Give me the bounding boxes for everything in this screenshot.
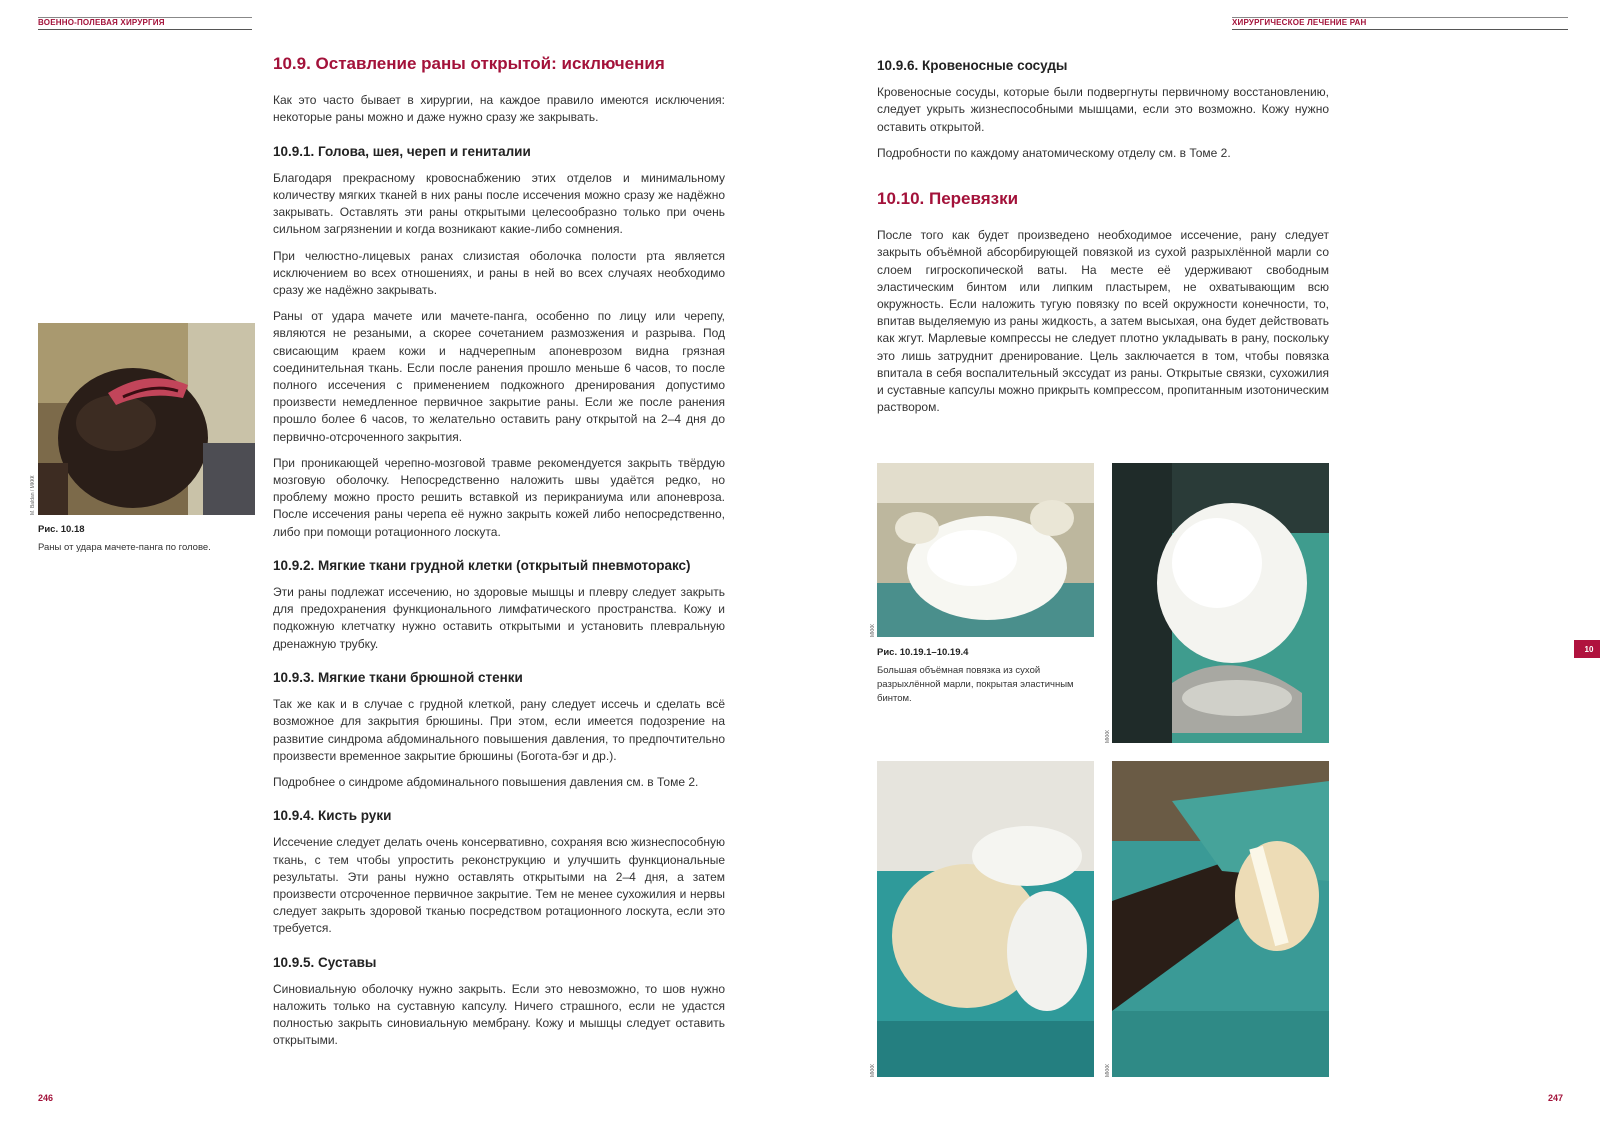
- paragraph: При челюстно-лицевых ранах слизистая оболочка полости рта является исключением во всех отношениях, и раны в ней во всех случаях необходимо сразу же надёжно закрывать.: [273, 248, 725, 298]
- chapter-tab: 10: [1574, 640, 1600, 658]
- paragraph: Синовиальную оболочку нужно закрыть. Если это невозможно, то шов нужно наложить только на суставную капсулу. Ничего страшного, если не удастся полностью закрыть синовиальную мембрану. Кожу и мышцы следует оставить открытыми.: [273, 981, 725, 1048]
- paragraph: Эти раны подлежат иссечению, но здоровые мышцы и плевру следует закрыть для предохранения функционального лимфатического пространства. Кожу и подкожную клетчатку нужно оставить открытыми и установить плевральную дренажную трубку.: [273, 585, 725, 651]
- figure-10-19-3-credit: МККК: [870, 1064, 876, 1077]
- paragraph: Иссечение следует делать очень консервативно, сохраняя всю жизнеспособную ткань, с тем чтобы упростить реконструкцию и улучшить функциональные результаты. Эти раны нужно оставлять открытыми на 2–4 дня, а затем произвести отсроченное первичное закрытие. Тем не менее сухожилия и нервы следует закрыть здоровой тканью посредством ротационного лоскута, если это требуется.: [273, 835, 725, 936]
- paragraph: Раны от удара мачете или мачете-панга, особенно по лицу или черепу, являются не резаными, а скорее сочетанием размозжения и разрыва. Под свисающим краем кожи и надчерепным апоневрозом видна грязная соединительная ткань. Если после ранения прошло меньше 6 часов, то после полного иссечения с применением подкожного дренирования допустимо произвести немедленное первичное закрытие раны. Если же после ранения прошло более 6 часов, то желательно оставить рану открытой на 2–4 дня до первично-отсроченного закрытия.: [273, 309, 725, 444]
- figure-10-19-2-credit: МККК: [1105, 730, 1111, 743]
- page-number-right: 247: [1548, 1093, 1564, 1103]
- figure-10-19-4-credit: МККК: [1105, 1064, 1111, 1077]
- figure-10-19-1-credit: МККК: [870, 624, 876, 637]
- header-rule-left: [38, 29, 252, 30]
- figure-10-19-4-photo: [1112, 761, 1329, 1077]
- header-rule-right: [1232, 29, 1568, 30]
- header-top-rule-left: [38, 17, 252, 18]
- running-header-right: ХИРУРГИЧЕСКОЕ ЛЕЧЕНИЕ РАН: [1232, 18, 1367, 27]
- page-number-left: 246: [38, 1093, 54, 1103]
- running-header-left: ВОЕННО-ПОЛЕВАЯ ХИРУРГИЯ: [38, 18, 165, 27]
- paragraph: Подробнее о синдроме абдоминального повышения давления см. в Томе 2.: [273, 774, 699, 789]
- figure-10-18-label: Рис. 10.18: [38, 524, 85, 535]
- subsection-title-10-9-4: 10.9.4. Кисть руки: [273, 808, 392, 824]
- bandaged-dressing-illustration-4: [1112, 761, 1329, 1077]
- figure-10-19-3-photo: [877, 761, 1094, 1077]
- subsection-title-10-9-6: 10.9.6. Кровеносные сосуды: [877, 58, 1068, 73]
- subsection-title-10-9-2: 10.9.2. Мягкие ткани грудной клетки (открытый пневмоторакс): [273, 557, 691, 573]
- right-main-column: [877, 55, 1329, 425]
- bulky-dressing-illustration-2: [1112, 463, 1329, 743]
- paragraph: Так же как и в случае с грудной клеткой, рану следует иссечь и сделать всё возможное для закрытия брюшины. При этом, если имеется подозрение на развитие синдрома абдоминального повышения давления, то предпочтительно произвести временное закрытие брюшины (Богота-бэг и др.).: [273, 697, 725, 763]
- figure-10-19-caption: Большая объёмная повязка из сухой разрыхлённой марли, покрытая эластичным бинтом.: [877, 665, 1074, 704]
- figure-10-19-label: Рис. 10.19.1–10.19.4: [877, 647, 969, 658]
- head-wound-illustration: [38, 323, 255, 515]
- figure-10-18-credit: M. Baldan / МККК: [30, 475, 36, 515]
- paragraph: После того как будет произведено необходимое иссечение, рану следует закрыть объёмной абсорбирующей повязкой из сухой разрыхлённой марли со слоем гигроскопической ваты. На месте её удерживают свободным эластическим бинтом или липким пластырем, не охватывающим всю окружность. Если наложить тугую повязку по всей окружности конечности, то, впитав выделяемую из раны жидкость, а затем высыхая, она будет действовать как жгут. Марлевые компрессы не следует плотно укладывать в рану, поскольку это лишь затруднит дренирование. Цель заключается в том, чтобы повязка впитала в себя воспалительный экссудат из раны. Открытые связки, сухожилия и суставные капсулы можно прикрыть компрессом, пропитанным изотоническим раствором.: [877, 228, 1329, 415]
- header-top-rule-right: [1232, 17, 1568, 18]
- figure-10-18-caption: Раны от удара мачете-панга по голове.: [38, 542, 211, 553]
- figure-10-18-photo: [38, 323, 255, 515]
- subsection-title-10-9-1: 10.9.1. Голова, шея, череп и гениталии: [273, 143, 531, 159]
- bandaged-dressing-illustration-3: [877, 761, 1094, 1077]
- subsection-title-10-9-3: 10.9.3. Мягкие ткани брюшной стенки: [273, 669, 523, 685]
- figure-10-19-2-photo: [1112, 463, 1329, 743]
- paragraph: Кровеносные сосуды, которые были подвергнуты первичному восстановлению, следует укрыть жизнеспособными мышцами, если это возможно. Кожу нужно оставить открытой.: [877, 85, 1329, 134]
- bulky-dressing-illustration-1: [877, 463, 1094, 637]
- left-main-column: [273, 55, 725, 1059]
- paragraph: Благодаря прекрасному кровоснабжению этих отделов и минимальному количеству мягких тканей в них раны после иссечения можно сразу же надёжно закрывать. Оставлять эти раны открытыми целесообразно только при очень сильном загрязнении и когда возникают какие-либо сомнения.: [273, 170, 725, 237]
- section-title-10-10: 10.10. Перевязки: [877, 189, 1019, 209]
- subsection-title-10-9-5: 10.9.5. Суставы: [273, 954, 377, 970]
- figure-10-19-1-photo: [877, 463, 1094, 637]
- paragraph: При проникающей черепно-мозговой травме рекомендуется закрыть твёрдую мозговую оболочку. Непосредственно наложить швы удаётся редко, но проблему можно просто решить вставкой из перикраниума или апоневроза. После иссечения раны черепа её нужно закрыть кожей либо непосредственно, либо при помощи ротационного лоскута.: [273, 455, 725, 539]
- paragraph: Подробности по каждому анатомическому отделу см. в Томе 2.: [877, 145, 1231, 160]
- intro-paragraph: Как это часто бывает в хирургии, на каждое правило имеются исключения: некоторые раны можно и даже нужно сразу же закрывать.: [273, 93, 725, 125]
- section-title-10-9: 10.9. Оставление раны открытой: исключения: [273, 54, 665, 73]
